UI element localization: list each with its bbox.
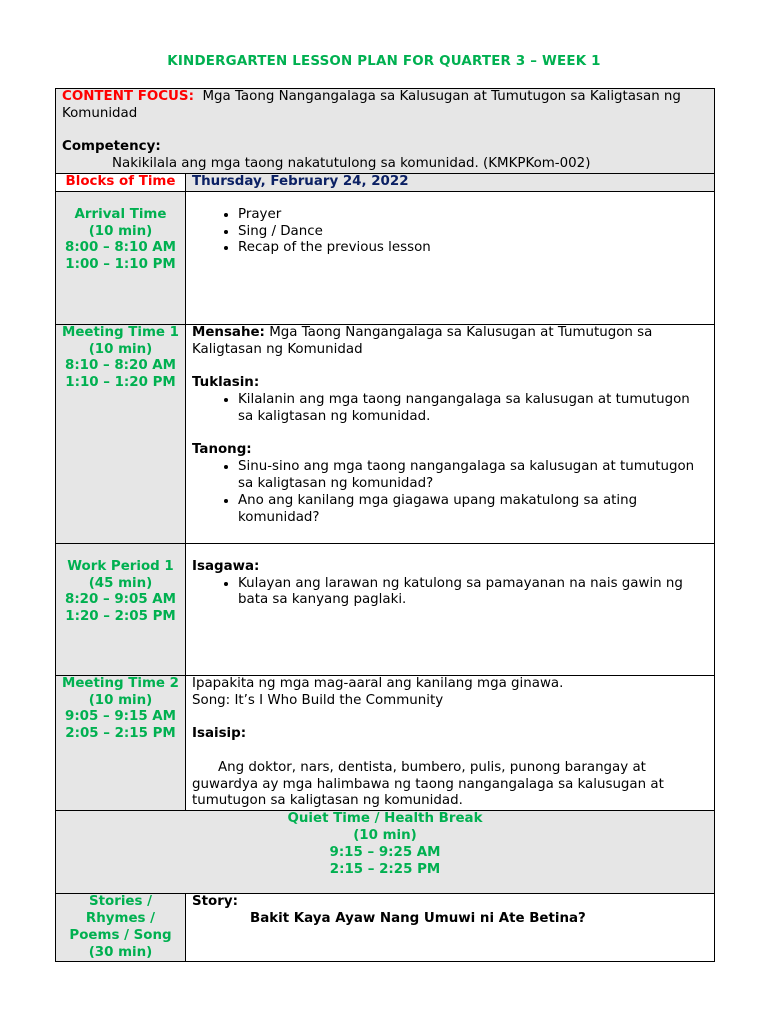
- meeting-time-1-row: [56, 324, 715, 543]
- arrival-activities-cell: [186, 191, 715, 324]
- quiet-time-cell: Quiet Time / Health Break (10 min) 9:15 – 9:25 AM 2:15 – 2:25 PM: [56, 811, 715, 894]
- content-focus-label: CONTENT FOCUS:: [62, 89, 194, 104]
- content-focus-text: Mga Taong Nangangalaga sa Kalusugan at Tumutugon sa Kaligtasan ng Komunidad: [62, 89, 681, 121]
- date-header: Thursday, February 24, 2022: [186, 174, 715, 192]
- quiet-time-row: [56, 811, 715, 894]
- mensahe-text: Mga Taong Nangangalaga sa Kalusugan at Tumutugon sa Kaligtasan ng Komunidad: [192, 324, 653, 357]
- stories-cell: Stories / Rhymes / Poems / Song (30 min): [56, 894, 186, 962]
- work-period-1-activities-cell: [186, 543, 715, 675]
- header-row: [56, 89, 715, 174]
- list-item: • Sinu-sino ang mga taong nangangalaga sa kalusugan at tumutugon sa kaligtasan ng komunidad?: [238, 459, 708, 493]
- stories-activities-cell: [186, 894, 715, 962]
- meeting-time-2-activities-cell: [186, 675, 715, 810]
- list-item: • Kulayan ang larawan ng katulong sa pamayanan na nais gawin ng bata sa kanyang paglaki.: [238, 576, 708, 610]
- competency-text: Nakikilala ang mga taong nakatutulong sa komunidad. (KMKPKom-002): [112, 156, 591, 172]
- meeting-2-line-1: Ipapakita ng mga mag-aaral ang kanilang mga ginawa.: [192, 675, 564, 691]
- meeting-time-2-cell: Meeting Time 2 (10 min) 9:05 – 9:15 AM 2:05 – 2:15 PM: [56, 675, 186, 810]
- meeting-2-song: Song: It’s I Who Build the Community: [192, 692, 444, 708]
- list-item: • Ano ang kanilang mga giagawa upang makatulong sa ating komunidad?: [238, 493, 708, 527]
- arrival-time-cell: Arrival Time (10 min) 8:00 – 8:10 AM 1:00 – 1:10 PM: [56, 191, 186, 324]
- isaisip-label: Isaisip:: [192, 726, 247, 742]
- lesson-plan-table: [55, 88, 715, 962]
- list-item: • Kilalanin ang mga taong nangangalaga sa kalusugan at tumutugon sa kaligtasan ng komunidad.: [238, 392, 708, 426]
- work-period-1-row: [56, 543, 715, 675]
- work-period-1-cell: Work Period 1 (45 min) 8:20 – 9:05 AM 1:20 – 2:05 PM: [56, 543, 186, 675]
- mensahe-label: Mensahe:: [192, 324, 265, 340]
- list-item: • Sing / Dance: [238, 224, 708, 241]
- page-title: KINDERGARTEN LESSON PLAN FOR QUARTER 3 – WEEK 1: [167, 54, 601, 69]
- column-header-row: [56, 174, 715, 192]
- arrival-row: [56, 191, 715, 324]
- blocks-of-time-header: Blocks of Time: [56, 174, 186, 192]
- list-item: • Prayer: [238, 207, 708, 224]
- meeting-time-1-cell: Meeting Time 1 (10 min) 8:10 – 8:20 AM 1:10 – 1:20 PM: [56, 324, 186, 543]
- tanong-label: Tanong:: [192, 442, 252, 458]
- isaisip-text: Ang doktor, nars, dentista, bumbero, pulis, punong barangay at guwardya ay mga halimbawa ng taong nangangalaga sa kalusugan at tumutugon sa kaligtasan ng komunidad.: [192, 759, 664, 809]
- isagawa-label: Isagawa:: [192, 558, 260, 574]
- stories-row: [56, 894, 715, 962]
- meeting-time-2-row: [56, 675, 715, 810]
- tuklasin-label: Tuklasin:: [192, 375, 260, 391]
- story-label: Story:: [192, 894, 238, 910]
- list-item: • Recap of the previous lesson: [238, 240, 708, 257]
- meeting-time-1-activities-cell: [186, 324, 715, 543]
- story-title: Bakit Kaya Ayaw Nang Umuwi ni Ate Betina?: [250, 910, 586, 926]
- content-focus-cell: [56, 89, 715, 174]
- competency-label: Competency:: [62, 139, 161, 155]
